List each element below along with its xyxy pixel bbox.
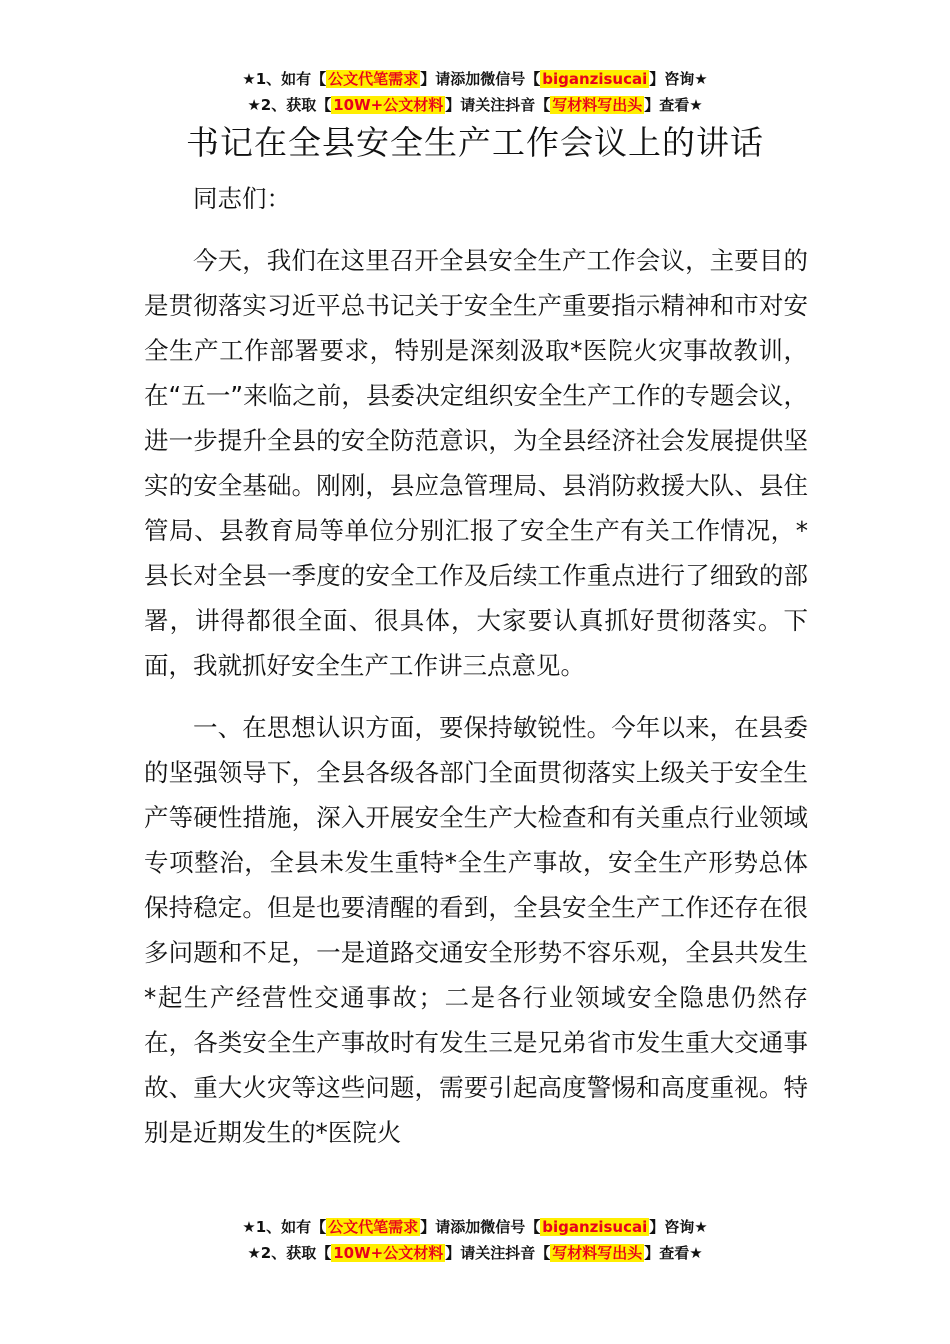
banner-text: ★1、如有【 xyxy=(242,1218,327,1236)
footer-banner xyxy=(0,1214,950,1266)
banner-text: 】请关注抖音【 xyxy=(445,96,551,114)
banner-text: ★2、获取【 xyxy=(247,1244,332,1262)
banner-highlight: 10W+公文材料 xyxy=(333,96,444,114)
banner-highlight: 公文代笔需求 xyxy=(328,70,419,88)
banner-highlight: 10W+公文材料 xyxy=(333,1244,444,1262)
document-title: 书记在全县安全生产工作会议上的讲话 xyxy=(186,123,764,162)
banner-text: 】请添加微信号【 xyxy=(420,1218,541,1236)
banner-line-2 xyxy=(0,1240,950,1266)
header-banner xyxy=(0,66,950,118)
banner-text: 】请关注抖音【 xyxy=(445,1244,551,1262)
paragraph-section-one: 一、在思想认识方面，要保持敏锐性。今年以来，在县委的坚强领导下，全县各级各部门全面贯彻落实上级关于安全生产等硬性措施，深入开展安全生产大检查和有关重点行业领域专项整治，全县未发生重特*全生产事故，安全生产形势总体保持稳定。但是也要清醒的看到，全县安全生产工作还存在很多问题和不足，一是道路交通安全形势不容乐观，全县共发生*起生产经营性交通事故；二是各行业领域安全隐患仍然存在，各类安全生产事故时有发生三是兄弟省市发生重大交通事故、重大火灾等这些问题，需要引起高度警惕和高度重视。特别是近期发生的*医院火 xyxy=(144,713,808,1147)
banner-text: 】咨询★ xyxy=(649,70,708,88)
paragraph-intro: 今天，我们在这里召开全县安全生产工作会议，主要目的是贯彻落实习近平总书记关于安全生产重要指示精神和市对安全生产工作部署要求，特别是深刻汲取*医院火灾事故教训，在“五一”来临之前，县委决定组织安全生产工作的专题会议，进一步提升全县的安全防范意识，为全县经济社会发展提供坚实的安全基础。刚刚，县应急管理局、县消防救援大队、县住管局、县教育局等单位分别汇报了安全生产有关工作情况，*县长对全县一季度的安全工作及后续工作重点进行了细致的部署，讲得都很全面、很具体，大家要认真抓好贯彻落实。下面，我就抓好安全生产工作讲三点意见。 xyxy=(144,246,808,680)
greeting: 同志们： xyxy=(193,184,291,213)
banner-line-1 xyxy=(0,1214,950,1240)
banner-text: ★2、获取【 xyxy=(247,96,332,114)
banner-highlight-douyin: 写材料写出头 xyxy=(552,1244,643,1262)
banner-highlight: 公文代笔需求 xyxy=(328,1218,419,1236)
banner-line-1 xyxy=(0,66,950,92)
banner-text: ★1、如有【 xyxy=(242,70,327,88)
banner-line-2 xyxy=(0,92,950,118)
banner-text: 】请添加微信号【 xyxy=(420,70,541,88)
banner-text: 】咨询★ xyxy=(649,1218,708,1236)
document-body xyxy=(144,176,808,1155)
banner-highlight-wechat: biganzisucai xyxy=(542,70,648,88)
banner-highlight-douyin: 写材料写出头 xyxy=(552,96,643,114)
banner-highlight-wechat: biganzisucai xyxy=(542,1218,648,1236)
banner-text: 】查看★ xyxy=(644,1244,703,1262)
banner-text: 】查看★ xyxy=(644,96,703,114)
